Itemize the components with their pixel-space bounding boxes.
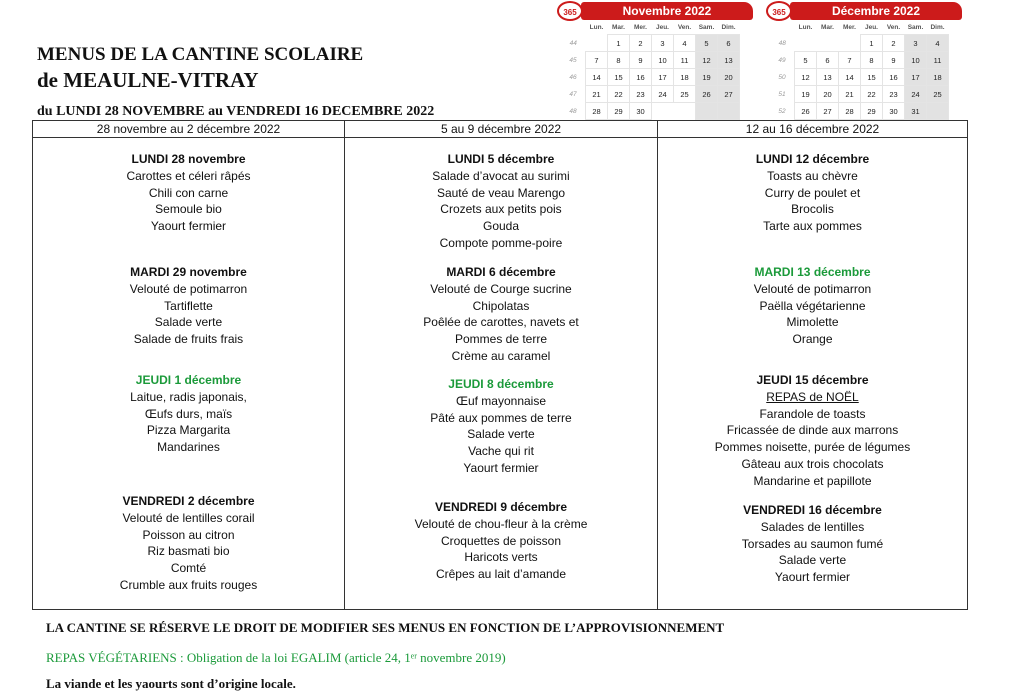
week-number: 48	[778, 39, 786, 47]
day-menu	[658, 502, 967, 586]
menu-item: Salade verte	[154, 315, 223, 330]
menu-item: Salade d’avocat au surimi	[432, 168, 570, 183]
calendar-day: 27	[817, 103, 839, 120]
calendar-day: 4	[927, 35, 949, 52]
menu-item: Yaourt fermier	[774, 570, 851, 585]
week-column	[657, 121, 967, 609]
calendar-day: 21	[586, 86, 608, 103]
menu-item: Compote pomme-poire	[439, 235, 563, 250]
calendar-day: 8	[608, 52, 630, 69]
week-header: 5 au 9 décembre 2022	[345, 121, 657, 138]
menu-item: Comté	[170, 561, 207, 576]
day-title: VENDREDI 16 décembre	[743, 503, 882, 517]
calendar-day: 1	[608, 35, 630, 52]
calendar-day: 30	[630, 103, 652, 120]
calendar-day: 21	[839, 86, 861, 103]
calendar-day: 29	[608, 103, 630, 120]
calendar-365-icon: 365	[766, 1, 792, 21]
menu-item: Salade verte	[778, 553, 847, 568]
menu-item: Œuf mayonnaise	[455, 393, 547, 408]
menu-item: Fricassée de dinde aux marrons	[726, 423, 899, 438]
menu-item: Laitue, radis japonais,	[130, 389, 247, 404]
calendar-day: 5	[795, 52, 817, 69]
calendar-day: 7	[586, 52, 608, 69]
calendar-grid	[770, 21, 949, 120]
weekday-header: Mar.	[611, 24, 625, 31]
calendar-day: 31	[905, 103, 927, 120]
week-column	[344, 121, 657, 609]
menu-item: Poisson au citron	[142, 527, 235, 542]
calendar-day	[839, 35, 861, 52]
calendar-day: 16	[630, 69, 652, 86]
day-subtitle: REPAS de NOËL	[766, 389, 859, 404]
menu-item: Torsades au saumon fumé	[741, 536, 884, 551]
vegetarian-note: REPAS VÉGÉTARIENS : Obligation de la loi EGALIM (article 24, 1ᵉʳ novembre 2019)	[46, 650, 506, 665]
weekday-header: Lun.	[798, 24, 813, 32]
calendar-day: 25	[927, 86, 949, 103]
calendar-day	[817, 35, 839, 52]
week-header: 28 novembre au 2 décembre 2022	[33, 121, 344, 138]
menu-item: Curry de poulet et	[764, 185, 861, 200]
day-menu	[33, 372, 344, 456]
weekday-header: Sam.	[698, 24, 715, 31]
calendar-day	[652, 103, 674, 120]
calendar-day: 10	[652, 52, 674, 69]
day-title: LUNDI 12 décembre	[755, 152, 870, 166]
local-origin-note: La viande et les yaourts sont d’origine locale.	[46, 676, 296, 691]
week-number: 51	[778, 90, 786, 98]
page-title: MENUS DE LA CANTINE SCOLAIRE	[37, 44, 364, 65]
menu-item: Mandarine et papillote	[753, 473, 872, 488]
menu-item: Crozets aux petits pois	[440, 202, 562, 217]
menu-item: Toasts au chèvre	[767, 168, 858, 183]
calendar-365-icon: 365	[557, 1, 583, 21]
calendar-day: 25	[674, 86, 696, 103]
menu-item: Velouté de potimarron	[129, 281, 248, 296]
menu-item: Brocolis	[791, 202, 834, 217]
calendar-day: 17	[652, 69, 674, 86]
menu-item: Poêlée de carottes, navets et	[423, 315, 579, 330]
day-menu	[345, 151, 657, 252]
week-number: 52	[778, 107, 786, 115]
calendar-day: 10	[905, 52, 927, 69]
calendar-day: 19	[795, 86, 817, 103]
menu-item: Salade verte	[467, 427, 535, 442]
week-column	[33, 121, 344, 609]
calendar-day: 14	[586, 69, 608, 86]
calendar-day: 7	[839, 52, 861, 69]
menu-item: Pâté aux pommes de terre	[430, 410, 572, 425]
menu-item: Crème au caramel	[451, 348, 551, 363]
menu-item: Gouda	[482, 219, 520, 234]
week-header: 12 au 16 décembre 2022	[658, 121, 967, 138]
menu-item: Croquettes de poisson	[440, 533, 562, 548]
week-number: 46	[569, 73, 577, 81]
calendar-day: 6	[817, 52, 839, 69]
calendar-day	[795, 35, 817, 52]
calendar-day: 23	[883, 86, 905, 103]
day-title: MARDI 13 décembre	[754, 265, 871, 279]
menu-item: Pommes de terre	[454, 332, 548, 347]
calendar-day: 13	[718, 52, 740, 69]
menu-item: Semoule bio	[155, 202, 222, 217]
calendar-day: 3	[652, 35, 674, 52]
weekday-header: Mer.	[633, 24, 647, 31]
calendar-day: 23	[630, 86, 652, 103]
calendar-day: 20	[718, 69, 740, 86]
page-subtitle: de MEAULNE-VITRAY	[37, 68, 259, 92]
day-title: LUNDI 28 novembre	[131, 152, 246, 166]
calendar-month-title: Décembre 2022	[790, 2, 962, 20]
menu-item: Sauté de veau Marengo	[436, 185, 566, 200]
menu-item: Velouté de lentilles corail	[122, 510, 255, 525]
calendar-day: 22	[608, 86, 630, 103]
menu-item: Velouté de chou-fleur à la crème	[414, 516, 588, 531]
calendar-day: 11	[674, 52, 696, 69]
menu-item: Tarte aux pommes	[763, 219, 862, 234]
day-menu	[345, 499, 657, 583]
calendar-day	[718, 103, 740, 120]
calendar-day: 26	[696, 86, 718, 103]
modification-notice: LA CANTINE SE RÉSERVE LE DROIT DE MODIFIER SES MENUS EN FONCTION DE L’APPROVISIONNEMENT	[46, 620, 725, 635]
calendar-day: 16	[883, 69, 905, 86]
menu-item: Yaourt fermier	[150, 219, 227, 234]
calendar-day: 15	[608, 69, 630, 86]
day-menu	[658, 264, 967, 348]
calendar-day: 30	[883, 103, 905, 120]
menu-item: Pommes noisette, purée de légumes	[714, 440, 911, 455]
menu-item: Pizza Margarita	[146, 423, 231, 438]
menu-table	[32, 120, 968, 610]
calendar-day: 8	[861, 52, 883, 69]
menu-item: Chili con carne	[148, 185, 229, 200]
menu-item: Farandole de toasts	[759, 406, 866, 421]
menu-item: Paëlla végétarienne	[759, 298, 866, 313]
menu-item: Salades de lentilles	[760, 519, 865, 534]
calendar-day: 15	[861, 69, 883, 86]
day-menu	[345, 264, 657, 365]
day-title: MARDI 6 décembre	[446, 265, 556, 279]
day-title: VENDREDI 9 décembre	[434, 500, 568, 514]
menu-item: Crumble aux fruits rouges	[119, 577, 258, 592]
calendar-day: 24	[905, 86, 927, 103]
calendar-day: 4	[674, 35, 696, 52]
day-title: MARDI 29 novembre	[130, 265, 247, 279]
weekday-header: Mer.	[842, 24, 856, 32]
calendar-day	[927, 103, 949, 120]
calendar-day: 6	[718, 35, 740, 52]
day-title: LUNDI 5 décembre	[447, 152, 555, 166]
menu-item: Œufs durs, maïs	[144, 406, 233, 421]
menu-item: Velouté de Courge sucrine	[430, 281, 572, 296]
calendar-day	[586, 35, 608, 52]
week-number: 45	[569, 56, 577, 64]
week-number: 47	[569, 90, 577, 98]
day-menu	[33, 264, 344, 348]
calendar-day: 2	[883, 35, 905, 52]
weekday-header: Ven.	[886, 24, 901, 31]
menu-item: Mandarines	[157, 440, 220, 455]
calendar-day: 11	[927, 52, 949, 69]
calendar-day: 17	[905, 69, 927, 86]
day-menu	[658, 151, 967, 235]
calendar-day: 14	[839, 69, 861, 86]
menu-item: Riz basmati bio	[147, 544, 230, 559]
menu-item: Carottes et céleri râpés	[126, 168, 251, 183]
calendar-day	[696, 103, 718, 120]
week-number: 49	[778, 56, 786, 64]
period-text: du LUNDI 28 NOVEMBRE au VENDREDI 16 DECEMBRE 2022	[37, 104, 435, 119]
calendar-day: 24	[652, 86, 674, 103]
calendar-day: 1	[861, 35, 883, 52]
weekday-header: Dim.	[930, 24, 945, 31]
menu-item: Haricots verts	[464, 550, 538, 565]
calendar-day: 3	[905, 35, 927, 52]
menu-item: Orange	[792, 332, 833, 347]
menu-item: Chipolatas	[472, 298, 530, 313]
calendar-day: 12	[795, 69, 817, 86]
weekday-header: Dim.	[721, 24, 736, 31]
calendar-day: 2	[630, 35, 652, 52]
day-menu	[33, 493, 344, 594]
day-menu	[33, 151, 344, 235]
calendar-day: 18	[674, 69, 696, 86]
calendar-day: 19	[696, 69, 718, 86]
weekday-header: Sam.	[907, 24, 924, 31]
weekday-header: Jeu.	[655, 24, 669, 31]
calendar-day: 9	[630, 52, 652, 69]
calendar-day: 28	[586, 103, 608, 120]
menu-item: Velouté de potimarron	[753, 281, 872, 296]
calendar-day: 9	[883, 52, 905, 69]
day-title: VENDREDI 2 décembre	[122, 494, 255, 508]
menu-item: Yaourt fermier	[463, 460, 539, 475]
calendar-day: 28	[839, 103, 861, 120]
menu-item: Salade de fruits frais	[133, 332, 244, 347]
menu-item: Gâteau aux trois chocolats	[741, 456, 884, 471]
menu-item: Vache qui rit	[468, 444, 534, 459]
day-menu	[345, 376, 657, 477]
calendar-day: 27	[718, 86, 740, 103]
menu-item: Mimolette	[786, 315, 839, 330]
calendar-day: 22	[861, 86, 883, 103]
menu-item: Tartiflette	[164, 298, 213, 313]
weekday-header: Mar.	[820, 24, 834, 32]
calendar-day: 12	[696, 52, 718, 69]
menu-item: Crêpes au lait d’amande	[435, 567, 567, 582]
calendar-grid	[561, 21, 740, 120]
calendar-day: 26	[795, 103, 817, 120]
week-number: 44	[569, 39, 577, 47]
calendar-day: 20	[817, 86, 839, 103]
day-title: JEUDI 1 décembre	[135, 373, 242, 387]
weekday-header: Jeu.	[864, 24, 878, 31]
week-number: 50	[778, 73, 786, 81]
calendar-day: 13	[817, 69, 839, 86]
day-menu	[658, 372, 967, 490]
calendar-day: 18	[927, 69, 949, 86]
calendar-month-title: Novembre 2022	[581, 2, 753, 20]
calendar-day: 29	[861, 103, 883, 120]
weekday-header: Ven.	[677, 24, 692, 31]
week-number: 48	[569, 107, 577, 115]
day-title: JEUDI 8 décembre	[448, 377, 554, 391]
day-title: JEUDI 15 décembre	[756, 373, 869, 387]
weekday-header: Lun.	[589, 24, 604, 32]
calendar-day	[674, 103, 696, 120]
calendar-day: 5	[696, 35, 718, 52]
